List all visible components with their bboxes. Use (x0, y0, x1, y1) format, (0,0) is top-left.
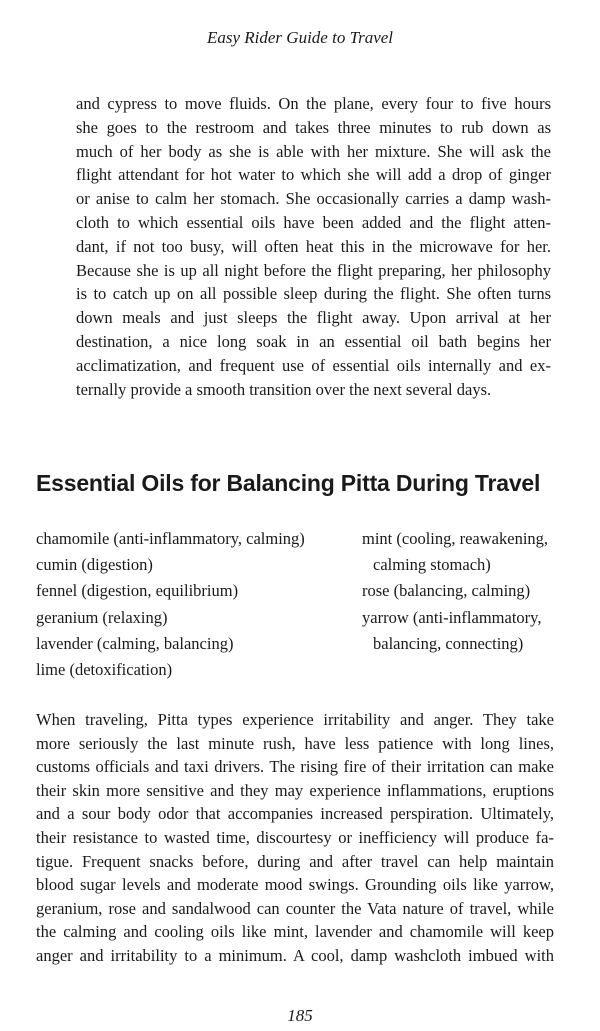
oil-item-continuation: calming stomach) (373, 555, 491, 575)
text-line: anger and irritability to a minimum. A cool, damp washcloth imbued with (36, 945, 554, 965)
paragraph-1 (76, 92, 551, 401)
oil-list-right (362, 526, 548, 657)
text-line: down meals and just sleeps the flight away. Upon arrival at her (76, 308, 551, 328)
text-line: tigue. Frequent snacks before, during and after travel can help maintain (36, 851, 554, 871)
text-line: their skin more sensitive and they may experience inflammations, eruptions (36, 780, 554, 800)
oil-item: lime (detoxification) (36, 660, 173, 680)
text-line: and a sour body odor that accompanies increased perspiration. Ultimately, (36, 804, 554, 824)
text-line: blood sugar levels and moderate mood swings. Grounding oils like yarrow, (36, 875, 554, 895)
text-line: ternally provide a smooth transition over the next several days. (76, 379, 492, 399)
oil-item: cumin (digestion) (36, 555, 153, 575)
text-line: or anise to calm her stomach. She occasionally carries a damp wash- (76, 189, 551, 209)
text-line: acclimatization, and frequent use of essential oils internally and ex- (76, 355, 551, 375)
paragraph-2 (36, 708, 554, 968)
text-line: geranium, rose and sandalwood can counter the Vata nature of travel, while (36, 898, 554, 918)
text-line: Because she is up all night before the flight preparing, her philosophy (76, 260, 551, 280)
section-heading: Essential Oils for Balancing Pitta During Travel (36, 470, 541, 496)
text-line: dant, if not too busy, will often heat this in the microwave for her. (76, 236, 551, 256)
oil-item-continuation: balancing, connecting) (373, 633, 524, 653)
text-line: she goes to the restroom and takes three minutes to rub down as (76, 117, 551, 137)
text-line: their resistance to wasted time, discourtesy or inefficiency will produce fa- (36, 827, 554, 847)
oil-item-line: rose (balancing, calming) (362, 581, 531, 601)
oil-item: fennel (digestion, equilibrium) (36, 581, 239, 601)
text-line: more seriously the last minute rush, have less patience with long lines, (36, 733, 554, 753)
text-line: and cypress to move fluids. On the plane, every four to five hours (76, 94, 551, 113)
text-line: is to catch up on all possible sleep during the flight. She often turns (76, 284, 551, 304)
text-line: When traveling, Pitta types experience irritability and anger. They take (36, 710, 554, 729)
oil-item: lavender (calming, balancing) (36, 633, 234, 653)
oil-item: chamomile (anti-inflammatory, calming) (36, 529, 305, 548)
oil-item (362, 526, 548, 578)
oil-item-line: mint (cooling, reawakening, (362, 529, 549, 548)
oil-list-left (36, 526, 305, 683)
oil-item (362, 578, 548, 604)
text-line: destination, a nice long soak in an essential oil bath begins her (76, 331, 551, 351)
text-line: much of her body as she is able with her mixture. She will ask the (76, 141, 551, 161)
oil-item (362, 605, 548, 657)
page-number: 185 (287, 1006, 313, 1025)
running-head: Easy Rider Guide to Travel (206, 28, 394, 47)
text-line: flight attendant for hot water to which she will add a drop of ginger (76, 165, 551, 185)
text-line: the calming and cooling oils like mint, lavender and chamomile will keep (36, 922, 554, 942)
oil-item-line: yarrow (anti-inflammatory, (362, 607, 542, 627)
text-line: customs officials and taxi drivers. The rising fire of their irritation can make (36, 757, 554, 777)
oil-item: geranium (relaxing) (36, 607, 168, 627)
text-line: cloth to which essential oils have been added and the flight atten- (76, 212, 551, 232)
